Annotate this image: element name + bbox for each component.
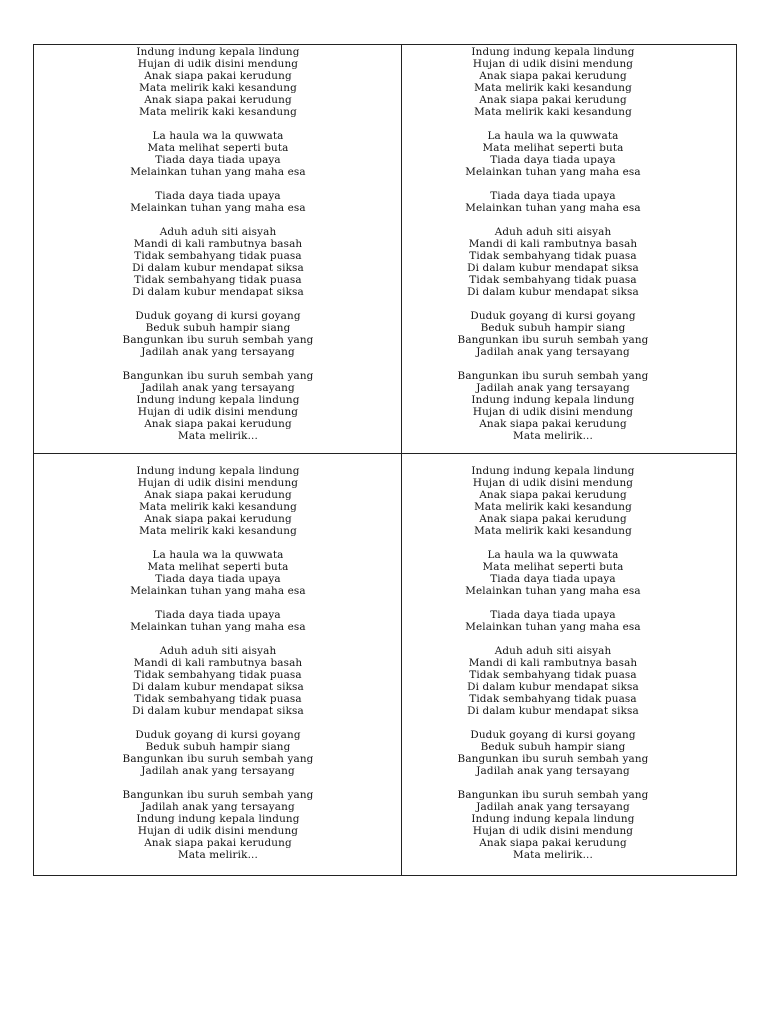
lyric-line: Di dalam kubur mendapat siksa [132, 262, 304, 274]
stanza [34, 729, 402, 777]
lyric-line: Di dalam kubur mendapat siksa [132, 681, 304, 693]
lyric-line: La haula wa la quwwata [152, 549, 284, 561]
lyric-line: Anak siapa pakai kerudung [479, 94, 627, 106]
lyric-line: Anak siapa pakai kerudung [144, 94, 292, 106]
lyrics-text [369, 465, 737, 861]
lyric-line: Bangunkan ibu suruh sembah yang [122, 753, 314, 765]
lyric-line: Tidak sembahyang tidak puasa [134, 693, 302, 705]
lyric-line: Mata melirik kaki kesandung [139, 525, 297, 537]
lyric-line: Indung indung kepala lindung [136, 394, 300, 406]
lyric-line: Bangunkan ibu suruh sembah yang [122, 334, 314, 346]
lyric-line: Indung indung kepala lindung [471, 465, 635, 477]
lyric-line: Duduk goyang di kursi goyang [135, 729, 301, 741]
stanza [34, 789, 402, 861]
stanza [34, 645, 402, 717]
lyric-line: Duduk goyang di kursi goyang [135, 310, 301, 322]
lyric-line: Beduk subuh hampir siang [145, 322, 291, 334]
lyric-line: Anak siapa pakai kerudung [144, 513, 292, 525]
lyric-line: Mata melihat seperti buta [147, 561, 289, 573]
lyric-line: Hujan di udik disini mendung [472, 406, 634, 418]
stanza [34, 549, 402, 597]
lyric-line: Tiada daya tiada upaya [155, 154, 281, 166]
lyric-line: Melainkan tuhan yang maha esa [465, 166, 641, 178]
lyric-line: Tidak sembahyang tidak puasa [469, 693, 637, 705]
lyric-line: Tidak sembahyang tidak puasa [134, 274, 302, 286]
lyric-line: Mata melirik kaki kesandung [139, 82, 297, 94]
lyric-line: Anak siapa pakai kerudung [479, 70, 627, 82]
lyric-line: Di dalam kubur mendapat siksa [467, 262, 639, 274]
lyric-line: Tiada daya tiada upaya [490, 609, 616, 621]
lyric-line: Mata melirik kaki kesandung [474, 525, 632, 537]
lyric-line: Mata melirik kaki kesandung [139, 501, 297, 513]
lyric-line: Indung indung kepala lindung [471, 46, 635, 58]
lyric-line: Bangunkan ibu suruh sembah yang [457, 753, 649, 765]
lyric-line: Di dalam kubur mendapat siksa [467, 705, 639, 717]
lyric-line: Jadilah anak yang tersayang [476, 801, 630, 813]
stanza [34, 370, 402, 442]
lyric-line: Anak siapa pakai kerudung [479, 489, 627, 501]
lyrics-card-bottom-right [402, 454, 736, 875]
lyric-line: Anak siapa pakai kerudung [144, 837, 292, 849]
lyric-line: Anak siapa pakai kerudung [144, 70, 292, 82]
lyric-line: Bangunkan ibu suruh sembah yang [122, 789, 314, 801]
stanza [369, 609, 737, 633]
lyric-line: Melainkan tuhan yang maha esa [465, 585, 641, 597]
lyric-line: Hujan di udik disini mendung [137, 477, 299, 489]
lyrics-sheet [33, 44, 737, 876]
lyric-line: Jadilah anak yang tersayang [141, 765, 295, 777]
lyric-line: Bangunkan ibu suruh sembah yang [457, 334, 649, 346]
lyric-line: Indung indung kepala lindung [136, 465, 300, 477]
stanza [369, 46, 737, 118]
stanza [34, 226, 402, 298]
stanza [369, 645, 737, 717]
lyric-line: Melainkan tuhan yang maha esa [465, 202, 641, 214]
lyric-line: Indung indung kepala lindung [471, 394, 635, 406]
lyric-line: La haula wa la quwwata [487, 130, 619, 142]
lyric-line: Jadilah anak yang tersayang [476, 382, 630, 394]
lyric-line: Jadilah anak yang tersayang [141, 346, 295, 358]
lyric-line: Di dalam kubur mendapat siksa [132, 705, 304, 717]
lyric-line: Melainkan tuhan yang maha esa [465, 621, 641, 633]
lyric-line: Mata melirik kaki kesandung [139, 106, 297, 118]
lyric-line: Jadilah anak yang tersayang [476, 765, 630, 777]
lyric-line: Tiada daya tiada upaya [490, 154, 616, 166]
lyric-line: Hujan di udik disini mendung [137, 406, 299, 418]
lyric-line: Bangunkan ibu suruh sembah yang [457, 789, 649, 801]
lyric-line: Jadilah anak yang tersayang [476, 346, 630, 358]
lyric-line: Tidak sembahyang tidak puasa [469, 669, 637, 681]
stanza [369, 310, 737, 358]
lyric-line: Indung indung kepala lindung [136, 813, 300, 825]
lyric-line: Bangunkan ibu suruh sembah yang [457, 370, 649, 382]
lyric-line: Anak siapa pakai kerudung [144, 489, 292, 501]
stanza [369, 190, 737, 214]
lyric-line: Duduk goyang di kursi goyang [470, 310, 636, 322]
lyrics-text [369, 46, 737, 442]
lyric-line: Di dalam kubur mendapat siksa [132, 286, 304, 298]
lyric-line: Mata melihat seperti buta [482, 561, 624, 573]
stanza [369, 729, 737, 777]
lyrics-text [34, 465, 402, 861]
lyric-line: Tiada daya tiada upaya [155, 573, 281, 585]
lyrics-text [34, 46, 402, 442]
lyric-line: Tiada daya tiada upaya [490, 573, 616, 585]
lyric-line: Melainkan tuhan yang maha esa [130, 166, 306, 178]
lyric-line: Tidak sembahyang tidak puasa [134, 250, 302, 262]
lyric-line: Di dalam kubur mendapat siksa [467, 681, 639, 693]
lyrics-card-top-right [402, 45, 736, 454]
lyric-line: Duduk goyang di kursi goyang [470, 729, 636, 741]
lyric-line: Mata melirik... [178, 849, 258, 861]
lyric-line: Jadilah anak yang tersayang [141, 382, 295, 394]
stanza [369, 226, 737, 298]
lyric-line: Jadilah anak yang tersayang [141, 801, 295, 813]
lyric-line: Mata melirik... [513, 430, 593, 442]
lyric-line: Tidak sembahyang tidak puasa [469, 250, 637, 262]
lyric-line: Tidak sembahyang tidak puasa [469, 274, 637, 286]
lyric-line: Hujan di udik disini mendung [472, 58, 634, 70]
lyric-line: Anak siapa pakai kerudung [144, 418, 292, 430]
lyric-line: Mata melirik kaki kesandung [474, 106, 632, 118]
lyric-line: Aduh aduh siti aisyah [159, 226, 277, 238]
stanza [34, 465, 402, 537]
lyric-line: Bangunkan ibu suruh sembah yang [122, 370, 314, 382]
stanza [369, 789, 737, 861]
lyric-line: Mata melirik kaki kesandung [474, 501, 632, 513]
lyric-line: Aduh aduh siti aisyah [494, 645, 612, 657]
lyric-line: La haula wa la quwwata [487, 549, 619, 561]
lyric-line: Mata melirik... [178, 430, 258, 442]
lyric-line: Aduh aduh siti aisyah [159, 645, 277, 657]
lyric-line: Tiada daya tiada upaya [490, 190, 616, 202]
lyric-line: Hujan di udik disini mendung [472, 825, 634, 837]
lyric-line: Beduk subuh hampir siang [145, 741, 291, 753]
lyric-line: Mandi di kali rambutnya basah [133, 238, 303, 250]
stanza [369, 130, 737, 178]
lyric-line: Melainkan tuhan yang maha esa [130, 202, 306, 214]
lyric-line: Mata melihat seperti buta [482, 142, 624, 154]
lyric-line: Anak siapa pakai kerudung [479, 513, 627, 525]
lyric-line: Aduh aduh siti aisyah [494, 226, 612, 238]
lyric-line: Hujan di udik disini mendung [137, 825, 299, 837]
lyric-line: Indung indung kepala lindung [136, 46, 300, 58]
lyric-line: Hujan di udik disini mendung [137, 58, 299, 70]
stanza [34, 46, 402, 118]
lyric-line: Mata melirik... [513, 849, 593, 861]
lyric-line: Tidak sembahyang tidak puasa [134, 669, 302, 681]
lyric-line: Anak siapa pakai kerudung [479, 418, 627, 430]
stanza [34, 310, 402, 358]
lyric-line: Melainkan tuhan yang maha esa [130, 621, 306, 633]
lyric-line: Melainkan tuhan yang maha esa [130, 585, 306, 597]
lyric-line: Mata melirik kaki kesandung [474, 82, 632, 94]
lyric-line: Indung indung kepala lindung [471, 813, 635, 825]
lyric-line: Mandi di kali rambutnya basah [468, 657, 638, 669]
lyric-line: Tiada daya tiada upaya [155, 190, 281, 202]
lyric-line: Hujan di udik disini mendung [472, 477, 634, 489]
lyric-line: Mata melihat seperti buta [147, 142, 289, 154]
stanza [369, 549, 737, 597]
lyrics-card-top-left [34, 45, 402, 454]
lyric-line: Mandi di kali rambutnya basah [468, 238, 638, 250]
lyric-line: Anak siapa pakai kerudung [479, 837, 627, 849]
stanza [34, 609, 402, 633]
stanza [369, 465, 737, 537]
lyric-line: Di dalam kubur mendapat siksa [467, 286, 639, 298]
lyric-line: Beduk subuh hampir siang [480, 741, 626, 753]
lyric-line: Beduk subuh hampir siang [480, 322, 626, 334]
lyric-line: Tiada daya tiada upaya [155, 609, 281, 621]
stanza [34, 130, 402, 178]
stanza [369, 370, 737, 442]
lyric-line: La haula wa la quwwata [152, 130, 284, 142]
lyric-line: Mandi di kali rambutnya basah [133, 657, 303, 669]
lyrics-card-bottom-left [34, 454, 402, 875]
stanza [34, 190, 402, 214]
